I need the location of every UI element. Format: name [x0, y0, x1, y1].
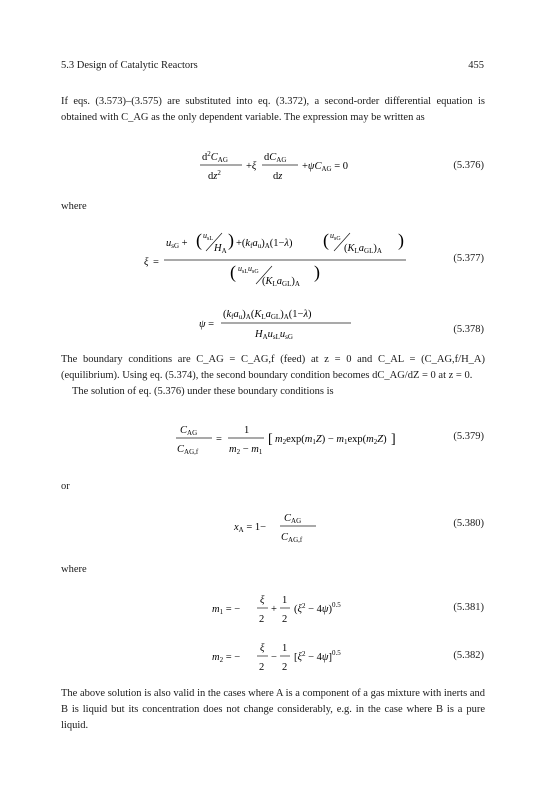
svg-text:m2exp(m1Z) − m1exp(m2Z): m2exp(m1Z) − m1exp(m2Z) [275, 434, 387, 446]
svg-text:[ξ2 − 4ψ]0.5: $[\xi^2 - 4\psi]^{0.5}$ [294, 649, 341, 663]
svg-text:1: 1 [282, 595, 288, 606]
svg-text:xA = 1−: xA = 1− [234, 522, 267, 534]
equation-5-379-render [176, 420, 400, 458]
svg-text:+ψCAG = 0: +ψCAG = 0 [302, 161, 348, 173]
equation-5-381 [212, 590, 362, 628]
equation-5-382-render [212, 638, 362, 676]
svg-text:m2 = −: m2 = − [212, 652, 241, 664]
svg-text:+ξ: +ξ [246, 161, 257, 172]
equation-number-5-381: (5.381) [453, 602, 484, 613]
svg-text:1: 1 [282, 643, 288, 654]
equation-5-376-render [200, 146, 360, 188]
svg-text:2: 2 [259, 662, 265, 673]
equation-5-377 [144, 226, 414, 294]
equation-number-5-379: (5.379) [453, 431, 484, 442]
paragraph-solution-intro: The solution of eq. (5.376) under these boundary conditions is [72, 386, 334, 397]
svg-text:): ) [398, 230, 404, 250]
svg-text:usG: $u_{sG}$ [330, 231, 341, 242]
word-where-2: where [61, 564, 87, 575]
svg-text:[: [ [268, 432, 273, 447]
svg-text:ξ: ξ [260, 643, 265, 654]
page-number: 455 [468, 60, 484, 71]
equation-5-382 [212, 638, 362, 676]
equation-5-381-render [212, 590, 362, 628]
equation-number-5-377: (5.377) [453, 253, 484, 264]
equation-5-380-render [234, 508, 334, 546]
word-where-1: where [61, 201, 87, 212]
svg-text:CAG: CAG [284, 513, 302, 525]
svg-text:1: 1 [244, 425, 250, 436]
paragraph-closing: The above solution is also valid in the cases where A is a component of a gas mixture with inerts and B is liquid but its concentration does not change considerably, e.g. in the case where B is a pure liquid. [61, 688, 485, 731]
svg-text:CAG,f: CAG,f [177, 444, 199, 456]
svg-text:dz2: $dz^2$ [208, 169, 221, 182]
svg-text:usLusG: $u_{sL}u_{sG}$ [238, 264, 259, 275]
svg-text:d2CAG: $d^2CAG$ [202, 150, 228, 164]
svg-text:HA: HA [214, 243, 227, 255]
svg-text:usG +: usG + [166, 238, 188, 250]
paragraph-intro: If eqs. (3.573)–(3.575) are substituted into eq. (3.372), a second-order differential equation is obtained with C_AG as the only dependent variable. The expression may be written as [61, 96, 485, 123]
paragraph-boundary-conditions: The boundary conditions are C_AG = C_AG,f (feed) at z = 0 and C_AL = (C_AG,f/H_A) (equilibrium). Using eq. (5.374), the second boundary condition becomes dC_AG/dZ = 0 at z = 0. [61, 354, 485, 381]
svg-text:+(kfau)A(1−λ): +(kfau)A(1−λ) [236, 238, 293, 250]
svg-text:(: ( [323, 230, 329, 250]
equation-5-378 [199, 305, 359, 343]
svg-text:(kfau)A(KLaGL)A(1−λ): (kfau)A(KLaGL)A(1−λ) [223, 309, 312, 321]
svg-text:CAG: CAG [180, 425, 198, 437]
svg-text:ψ =: ψ = [199, 319, 215, 330]
svg-text:(KLaGL)A: (KLaGL)A [344, 243, 382, 255]
svg-text:ξ: ξ [144, 257, 149, 268]
svg-text:dz: dz [273, 171, 283, 182]
equation-5-378-render [199, 305, 359, 343]
equation-number-5-382: (5.382) [453, 650, 484, 661]
equation-number-5-380: (5.380) [453, 518, 484, 529]
svg-text:(KLaGL)A: (KLaGL)A [262, 276, 300, 288]
equation-5-380 [234, 508, 334, 546]
svg-text:m2 − m1: m2 − m1 [229, 444, 263, 456]
equation-number-5-376: (5.376) [453, 160, 484, 171]
svg-text:): ) [314, 262, 320, 282]
equation-5-376 [200, 146, 360, 188]
svg-text:): ) [228, 230, 234, 250]
svg-text:2: 2 [282, 662, 288, 673]
running-header-section: 5.3 Design of Catalytic Reactors [61, 60, 198, 71]
svg-text:=: = [153, 257, 159, 268]
svg-text:]: ] [391, 432, 396, 447]
svg-text:−: − [271, 652, 277, 663]
svg-text:=: = [216, 434, 222, 445]
svg-text:(ξ2 − 4ψ)0.5: $(\xi^2 - 4\psi)^{0.5}$ [294, 601, 341, 615]
svg-text:2: 2 [259, 614, 265, 625]
svg-text:(: ( [196, 230, 202, 250]
svg-text:2: 2 [282, 614, 288, 625]
svg-text:ξ: ξ [260, 595, 265, 606]
word-or: or [61, 481, 70, 492]
svg-text:m1 = −: m1 = − [212, 604, 241, 616]
equation-5-377-render [144, 226, 414, 294]
svg-text:usL: $u_{sL}$ [203, 231, 213, 242]
svg-text:(: ( [230, 262, 236, 282]
equation-5-379 [176, 420, 400, 458]
svg-text:HAusLusG: HAusLusG [255, 329, 293, 341]
svg-text:+: + [271, 604, 277, 615]
equation-number-5-378: (5.378) [453, 324, 484, 335]
svg-text:dCAG: dCAG [264, 152, 287, 164]
svg-text:CAG,f: CAG,f [281, 532, 303, 544]
